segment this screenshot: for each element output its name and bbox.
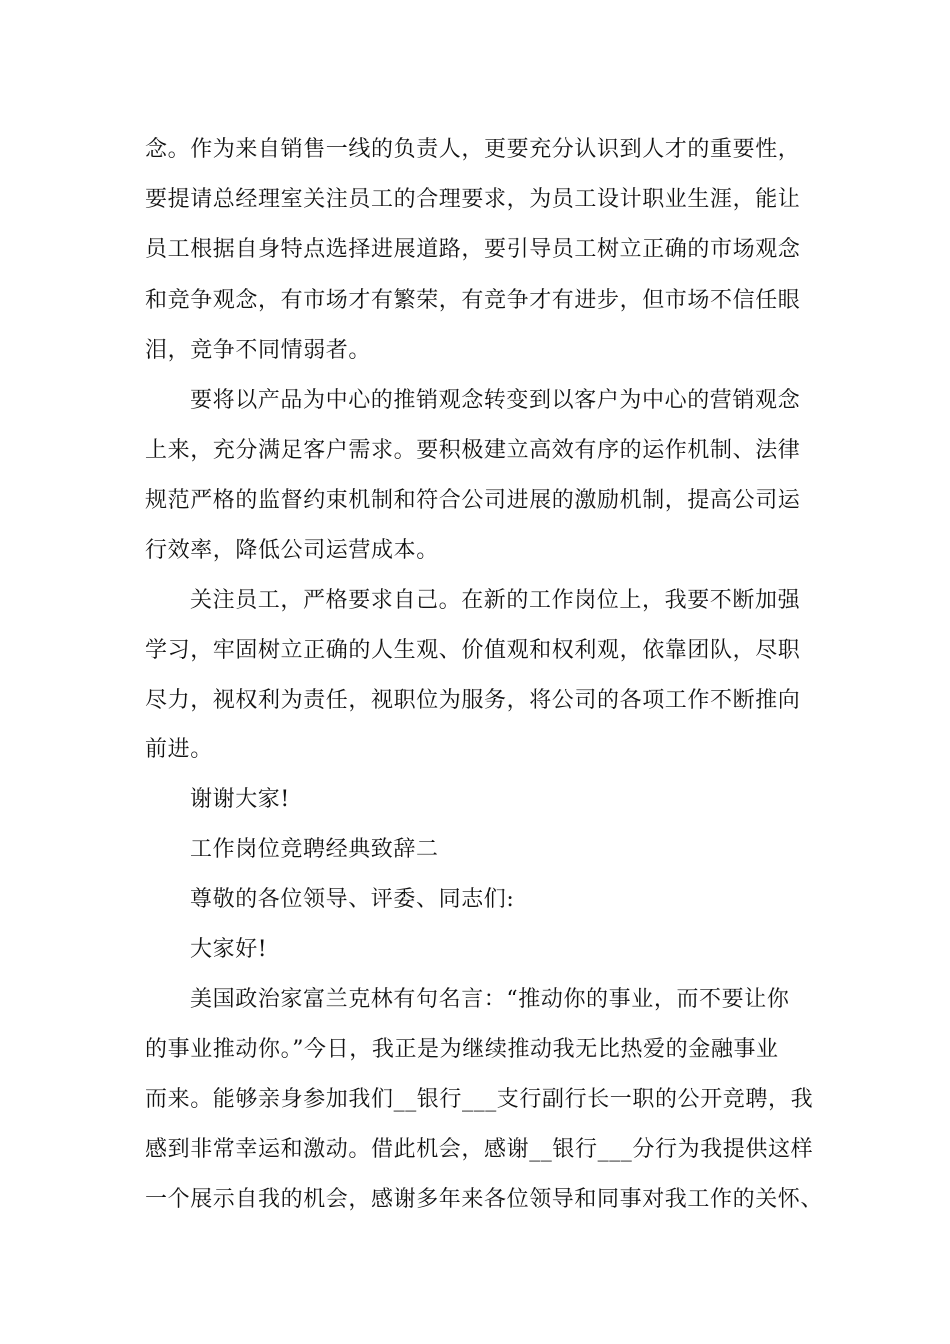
text-line: 尊敬的各位领导、评委、同志们: <box>190 887 515 912</box>
text-line: 上来，充分满足客户需求。要积极建立高效有序的运作机制、法律 <box>145 438 801 463</box>
text-line: 一个展示自我的机会，感谢多年来各位领导和同事对我工作的关怀、 <box>145 1187 824 1212</box>
text-line: 谢谢大家! <box>190 787 290 812</box>
text-line: 前进。 <box>145 737 213 762</box>
text-line: 和竞争观念，有市场才有繁荣，有竞争才有进步，但市场不信任眼 <box>145 288 801 313</box>
text-line: 念。作为来自销售一线的负责人，更要充分认识到人才的重要性， <box>145 137 801 162</box>
text-line: 大家好! <box>190 937 268 962</box>
text-line: 尽力，视权利为责任，视职位为服务，将公司的各项工作不断推向 <box>145 688 801 713</box>
text-line: 员工根据自身特点选择进展道路，要引导员工树立正确的市场观念 <box>145 237 801 262</box>
text-line: 美国政治家富兰克林有句名言：“推动你的事业，而不要让你 <box>190 987 790 1012</box>
text-line: 感到非常幸运和激动。借此机会，感谢__银行___分行为我提供这样 <box>145 1137 814 1162</box>
section-heading: 工作岗位竞聘经典致辞二 <box>190 837 439 862</box>
text-line: 行效率，降低公司运营成本。 <box>145 538 439 563</box>
text-line: 的事业推动你。”今日，我正是为继续推动我无比热爱的金融事业 <box>145 1037 779 1062</box>
text-line: 学习，牢固树立正确的人生观、价值观和权利观，依靠团队，尽职 <box>145 638 801 663</box>
text-line: 而来。能够亲身参加我们__银行___支行副行长一职的公开竞聘，我 <box>145 1087 814 1112</box>
text-line: 要提请总经理室关注员工的合理要求，为员工设计职业生涯，能让 <box>145 187 801 212</box>
text-line: 规范严格的监督约束机制和符合公司进展的激励机制，提高公司运 <box>145 488 801 513</box>
text-line: 关注员工，严格要求自己。在新的工作岗位上，我要不断加强 <box>190 588 801 613</box>
text-line: 要将以产品为中心的推销观念转变到以客户为中心的营销观念 <box>190 388 801 413</box>
text-line: 泪，竞争不同情弱者。 <box>145 338 372 363</box>
